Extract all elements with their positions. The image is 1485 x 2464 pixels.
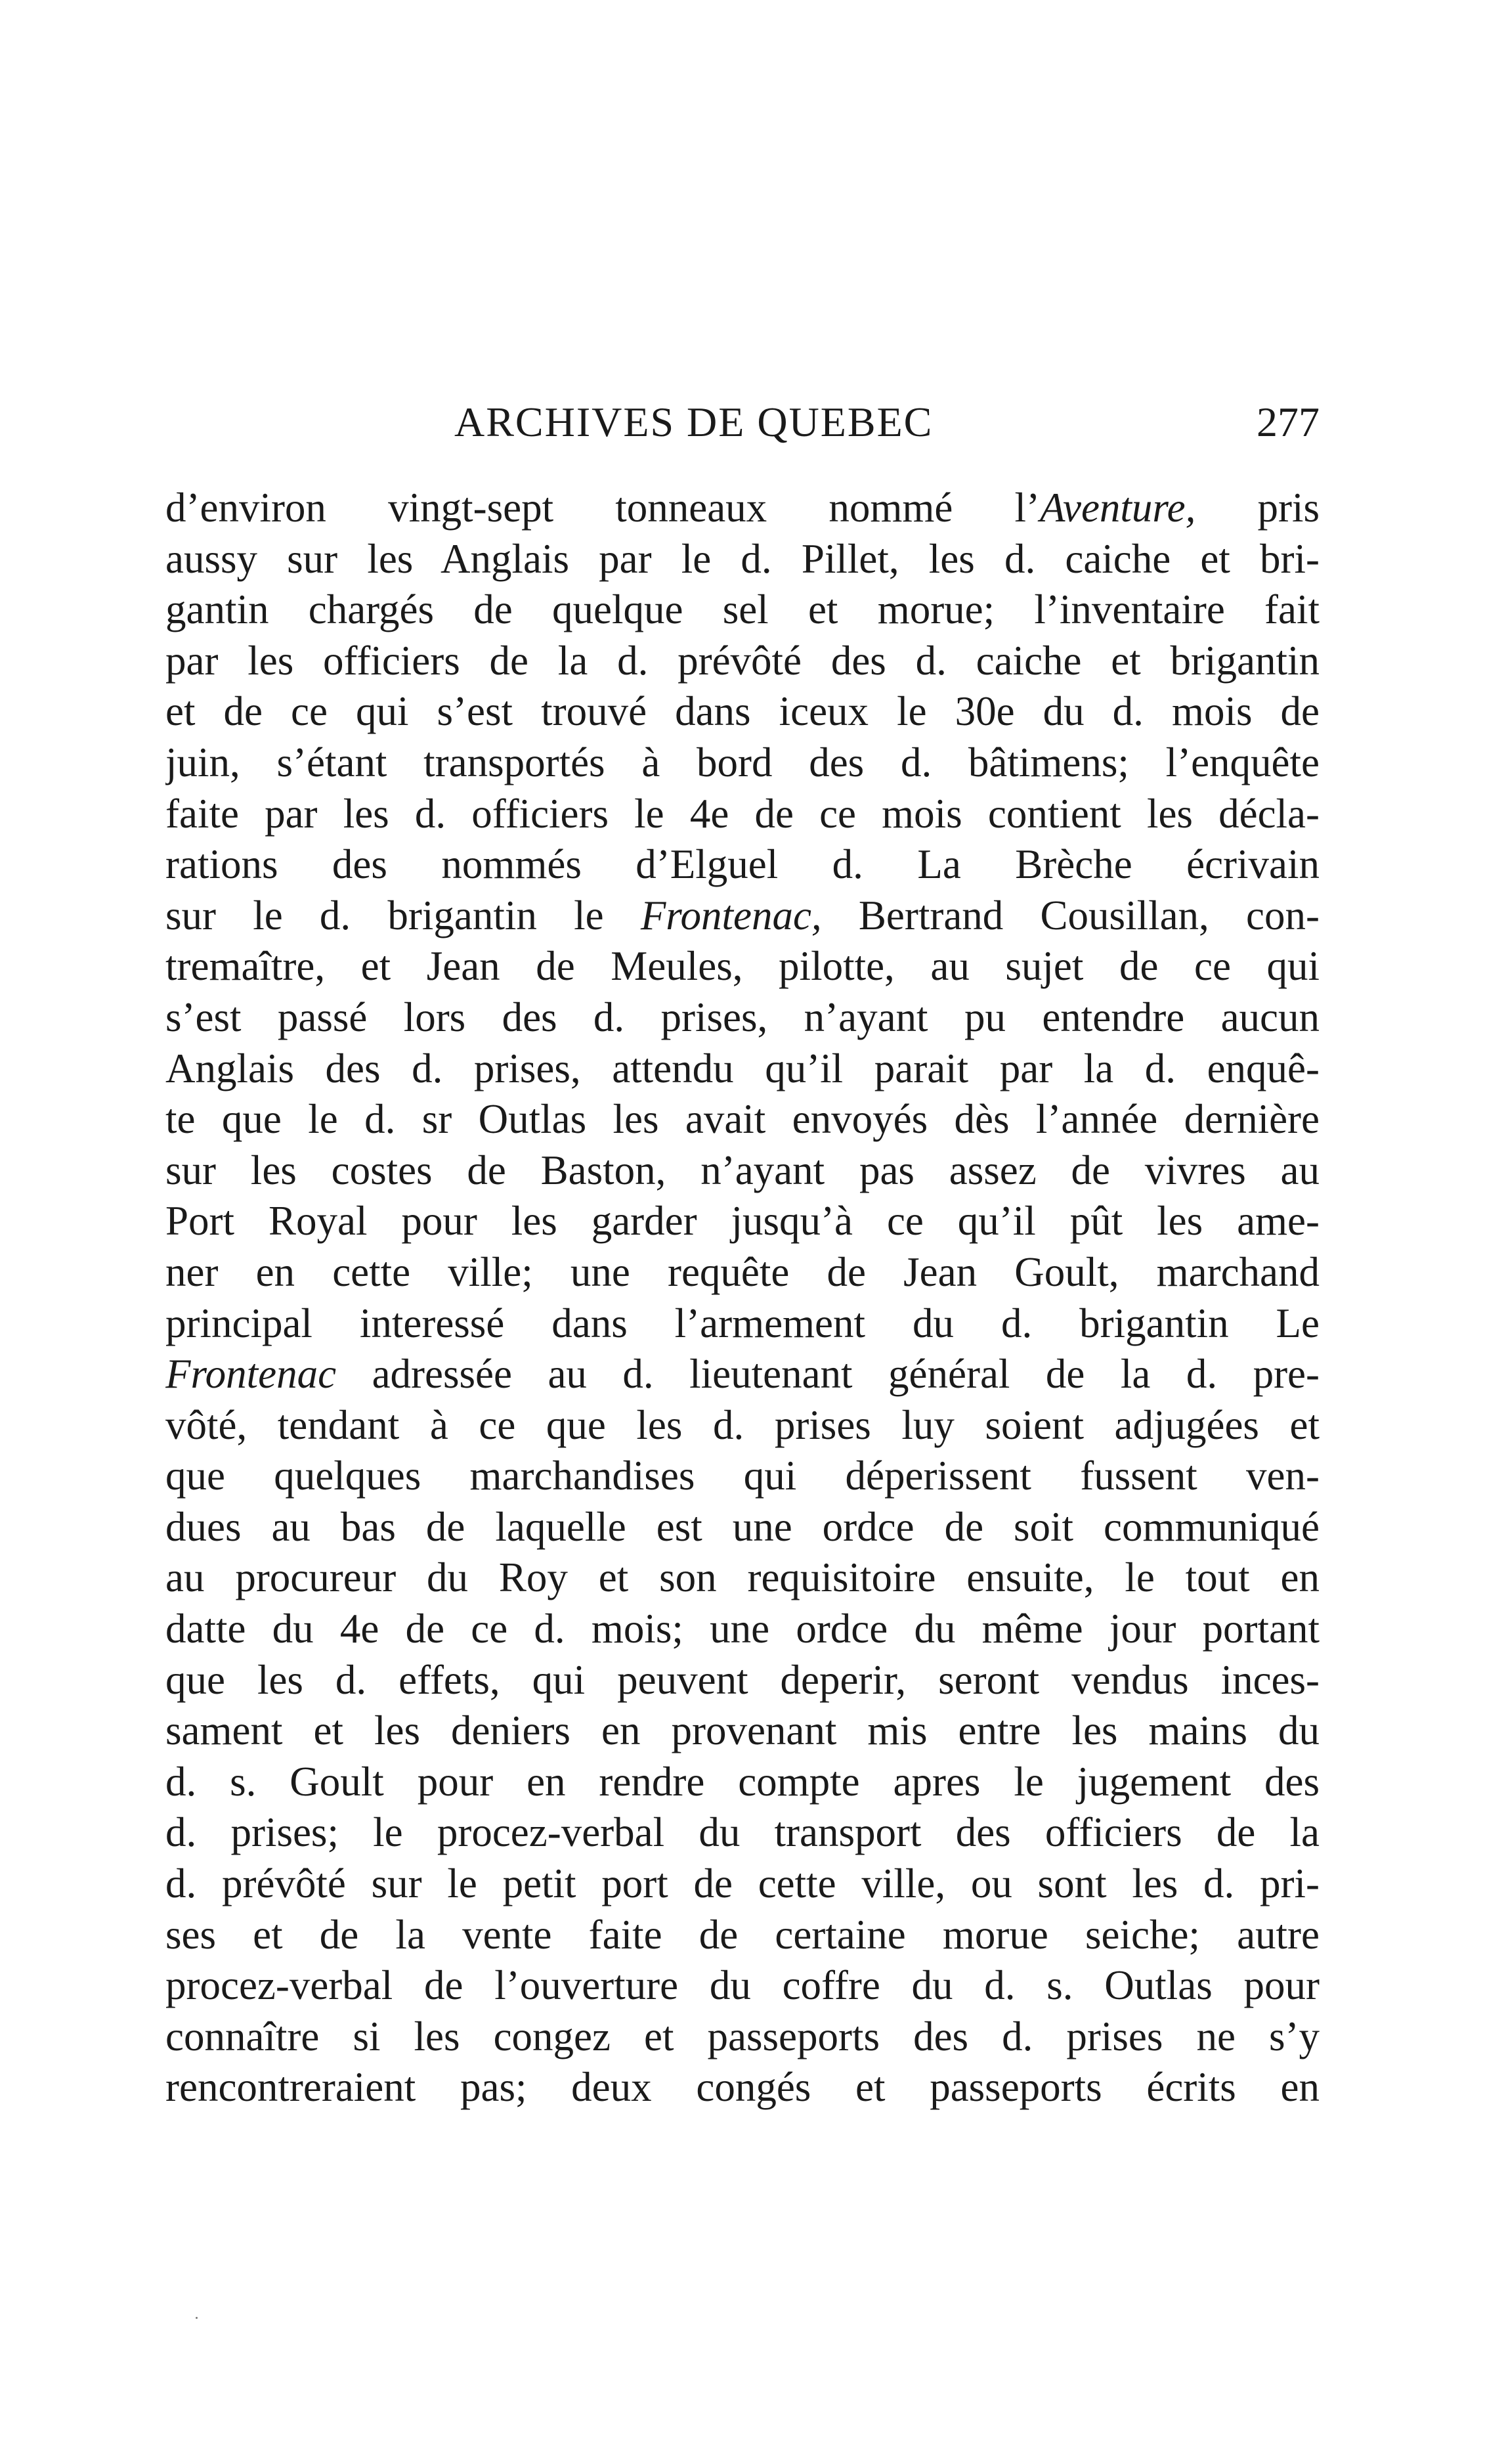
text-line: et de ce qui s’est trouvé dans iceux le 30e du d. mois de bbox=[165, 688, 1320, 735]
text-line: connaître si les congez et passeports des d. prises ne s’y bbox=[165, 2013, 1320, 2059]
text-line: sur les costes de Baston, n’ayant pas assez de vivres au bbox=[165, 1147, 1320, 1193]
text-line: procez-verbal de l’ouverture du coffre du d. s. Outlas pour bbox=[165, 1962, 1320, 2009]
scan-speck bbox=[196, 2317, 198, 2319]
text-line: d. prises; le procez-verbal du transport des officiers de la bbox=[165, 1809, 1320, 1856]
text-line: juin, s’étant transportés à bord des d. bâtimens; l’enquête bbox=[165, 739, 1320, 785]
text-line: sur le d. brigantin le Frontenac, Bertrand Cousillan, con- bbox=[165, 892, 1320, 938]
text-line: vôté, tendant à ce que les d. prises luy soient adjugées et bbox=[165, 1401, 1320, 1448]
text-line: Port Royal pour les garder jusqu’à ce qu’il pût les ame- bbox=[165, 1198, 1320, 1244]
text-line: te que le d. sr Outlas les avait envoyés dès l’année dernière bbox=[165, 1096, 1320, 1143]
text-line: Anglais des d. prises, attendu qu’il parait par la d. enquê- bbox=[165, 1045, 1320, 1091]
text-line: d. s. Goult pour en rendre compte apres le jugement des bbox=[165, 1758, 1320, 1805]
running-header bbox=[165, 393, 1320, 452]
text-line: que quelques marchandises qui déperissent fussent ven- bbox=[165, 1453, 1320, 1499]
body-text bbox=[165, 483, 1320, 2113]
text-line: rencontreraient pas; deux congés et passeports écrits en bbox=[165, 2064, 1320, 2111]
text-line: s’est passé lors des d. prises, n’ayant pu entendre aucun bbox=[165, 994, 1320, 1040]
text-line: ner en cette ville; une requête de Jean Goult, marchand bbox=[165, 1248, 1320, 1295]
page-number: 277 bbox=[1257, 399, 1320, 445]
text-line: par les officiers de la d. prévôté des d. caiche et brigantin bbox=[165, 637, 1320, 684]
text-line: tremaître, et Jean de Meules, pilotte, au sujet de ce qui bbox=[165, 943, 1320, 990]
text-line: rations des nommés d’Elguel d. La Brèche écrivain bbox=[165, 841, 1320, 888]
text-line: sament et les deniers en provenant mis entre les mains du bbox=[165, 1707, 1320, 1754]
text-line: Frontenac adressée au d. lieutenant général de la d. pre- bbox=[165, 1351, 1320, 1397]
text-line: que les d. effets, qui peuvent deperir, seront vendus inces- bbox=[165, 1656, 1320, 1703]
running-header-title: ARCHIVES DE QUEBEC bbox=[454, 399, 934, 445]
text-line: faite par les d. officiers le 4e de ce mois contient les décla- bbox=[165, 790, 1320, 837]
text-line: dues au bas de laquelle est une ordce de soit communiqué bbox=[165, 1503, 1320, 1550]
text-line: ses et de la vente faite de certaine morue seiche; autre bbox=[165, 1911, 1320, 1958]
text-line: d’environ vingt-sept tonneaux nommé l’Aventure, pris bbox=[165, 485, 1320, 531]
text-line: d. prévôté sur le petit port de cette ville, ou sont les d. pri- bbox=[165, 1860, 1320, 1907]
text-line: principal interessé dans l’armement du d. brigantin Le bbox=[165, 1300, 1320, 1346]
text-line: gantin chargés de quelque sel et morue; l’inventaire fait bbox=[165, 586, 1320, 633]
text-line: aussy sur les Anglais par le d. Pillet, les d. caiche et bri- bbox=[165, 535, 1320, 582]
text-line: datte du 4e de ce d. mois; une ordce du même jour portant bbox=[165, 1606, 1320, 1652]
text-line: au procureur du Roy et son requisitoire ensuite, le tout en bbox=[165, 1554, 1320, 1601]
